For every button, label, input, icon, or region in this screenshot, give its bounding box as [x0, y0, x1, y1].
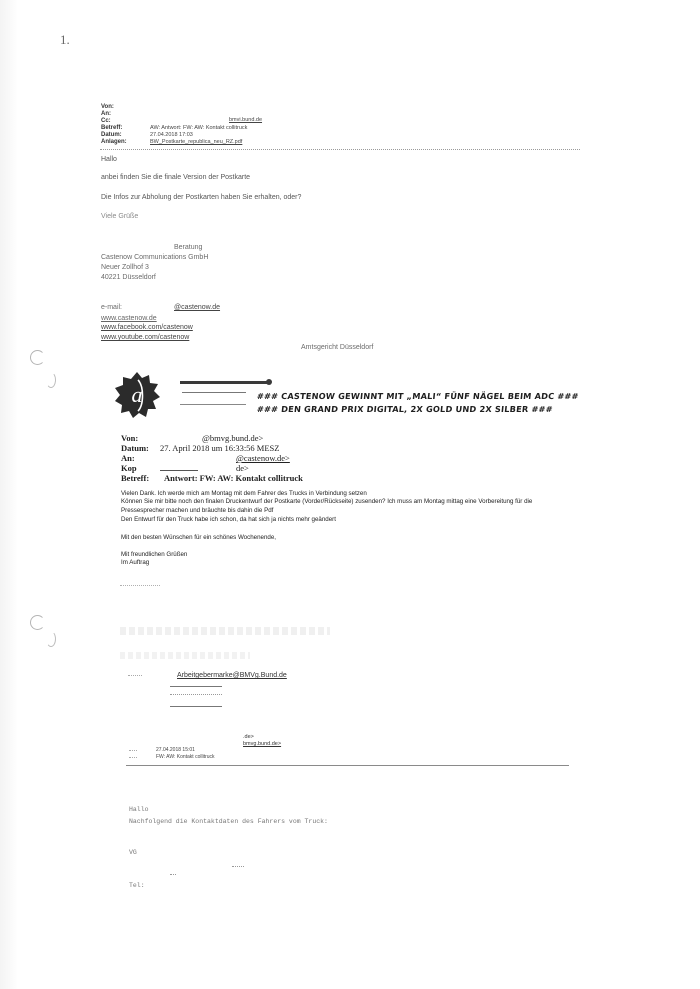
header2-from-value: @bmvg.bund.de>	[202, 433, 264, 443]
header2-subject-label: Betreff:	[121, 473, 150, 483]
castenow-logo-icon	[113, 371, 161, 419]
faint-dots	[129, 750, 137, 751]
signature-youtube-link[interactable]: www.youtube.com/castenow	[101, 334, 190, 341]
header-attachments-label: Anlagen:	[101, 139, 127, 145]
faint-dots	[128, 675, 142, 676]
email1-line1: anbei finden Sie die finale Version der Postkarte	[101, 174, 251, 181]
binder-edge	[0, 0, 18, 989]
email2-line4: Den Entwurf für den Truck habe ich schon, da hat sich ja nichts mehr geändert	[121, 516, 336, 523]
svg-text:a: a	[131, 382, 143, 407]
punch-hole-shadow-top	[46, 372, 56, 388]
header-cc-value: bmvi.bund.de	[229, 117, 263, 123]
header2-cc-value: de>	[236, 463, 249, 473]
email2-regards: Mit freundlichen Grüßen	[121, 551, 188, 558]
signature-city: 40221 Düsseldorf	[101, 274, 156, 281]
signature-email-link[interactable]: @castenow.de	[174, 304, 221, 311]
signature-street: Neuer Zollhof 3	[101, 264, 149, 271]
header-subject-label: Betreff:	[101, 125, 123, 131]
email1-closing: Viele Grüße	[101, 213, 139, 220]
email2-im-auftrag: Im Auftrag	[121, 559, 150, 566]
redaction-line	[180, 404, 246, 405]
redaction-line	[160, 470, 198, 471]
header2-to-value: @castenow.de>	[236, 453, 290, 463]
redaction-line	[182, 392, 246, 393]
email2-line1: Vielen Dank. Ich werde mich am Montag mit dem Fahrer des Trucks in Verbindung setzen	[121, 490, 367, 497]
email2-line3: Pressesprecher machen und bräuchte bis dahin die Pdf	[121, 507, 274, 514]
banner-line-1: ### CASTENOW GEWINNT MIT „MALI“ FÜNF NÄGEL BEIM ADC ###	[256, 391, 580, 401]
header-cc-label: Cc:	[101, 118, 111, 124]
faint-bleed-text	[120, 652, 250, 659]
punch-hole-bottom	[30, 615, 45, 630]
signature-email-label: e-mail:	[101, 304, 123, 311]
email1-greeting: Hallo	[101, 156, 117, 163]
header-divider-3	[126, 765, 569, 766]
email4-line1: Nachfolgend die Kontaktdaten des Fahrers vom Truck:	[129, 818, 328, 825]
header2-subject-value: Antwort: FW: AW: Kontakt collitruck	[164, 473, 303, 483]
header-to-label: An:	[101, 111, 111, 117]
faint-dots	[129, 757, 137, 758]
header2-cc-label: Kop	[121, 463, 137, 473]
header-from-label: Von:	[101, 104, 114, 110]
header2-to-label: An:	[121, 453, 135, 463]
email3-subject: FW: AW: Kontakt collitruck	[156, 754, 215, 760]
employer-brand-email[interactable]: Arbeitgebermarke@BMVg.Bund.de	[177, 672, 287, 679]
redaction-bar	[180, 381, 269, 384]
email3-date: 27.04.2018 15:01	[156, 747, 195, 753]
faint-dots	[120, 585, 160, 586]
header2-date-value: 27. April 2018 um 16:33:56 MESZ	[160, 443, 280, 453]
signature-website-link[interactable]: www.castenow.de	[101, 315, 157, 322]
page-number-mark: 1.	[60, 32, 70, 47]
faint-dots	[170, 874, 176, 875]
signature-role: Beratung	[174, 244, 203, 251]
punch-hole-top	[30, 350, 45, 365]
email3-address-1: .de>	[243, 734, 254, 740]
redaction-line	[170, 686, 222, 687]
email3-address-2: bmvg.bund.de>	[243, 741, 282, 747]
redaction-line	[170, 706, 222, 707]
header2-from-label: Von:	[121, 433, 139, 443]
email4-vg: VG	[129, 849, 137, 856]
header-date-label: Datum:	[101, 132, 122, 138]
faint-bleed-text	[120, 627, 330, 635]
email2-line2: Können Sie mir bitte noch den finalen Druckentwurf der Postkarte (Vorder/Rückseite) zusenden? Ich muss am Montag mittag eine Vorbereitung für die	[121, 498, 533, 505]
redaction-line	[170, 694, 222, 695]
signature-court: Amtsgericht Düsseldorf	[301, 344, 374, 351]
header-subject-value: AW: Antwort: FW: AW: Kontakt collitruck	[150, 125, 248, 131]
signature-company: Castenow Communications GmbH	[101, 254, 209, 261]
signature-facebook-link[interactable]: www.facebook.com/castenow	[101, 324, 193, 331]
email1-line2: Die Infos zur Abholung der Postkarten haben Sie erhalten, oder?	[101, 194, 302, 201]
email4-greeting: Hallo	[129, 806, 149, 813]
banner-line-2: ### DEN GRAND PRIX DIGITAL, 2X GOLD UND 2X SILBER ###	[256, 404, 554, 414]
header2-date-label: Datum:	[121, 443, 149, 453]
header-date-value: 27.04.2018 17:03	[150, 132, 193, 138]
email4-tel-prefix: Tel:	[129, 882, 145, 889]
email2-wish: Mit den besten Wünschen für ein schönes Wochenende,	[121, 534, 277, 541]
header-divider-1	[100, 149, 580, 150]
redaction-bar-end	[266, 379, 272, 385]
punch-hole-shadow-bottom	[46, 631, 56, 647]
header-attachment-link[interactable]: BW_Postkarte_republica_neu_RZ.pdf	[150, 139, 243, 145]
faint-dots	[232, 866, 244, 867]
